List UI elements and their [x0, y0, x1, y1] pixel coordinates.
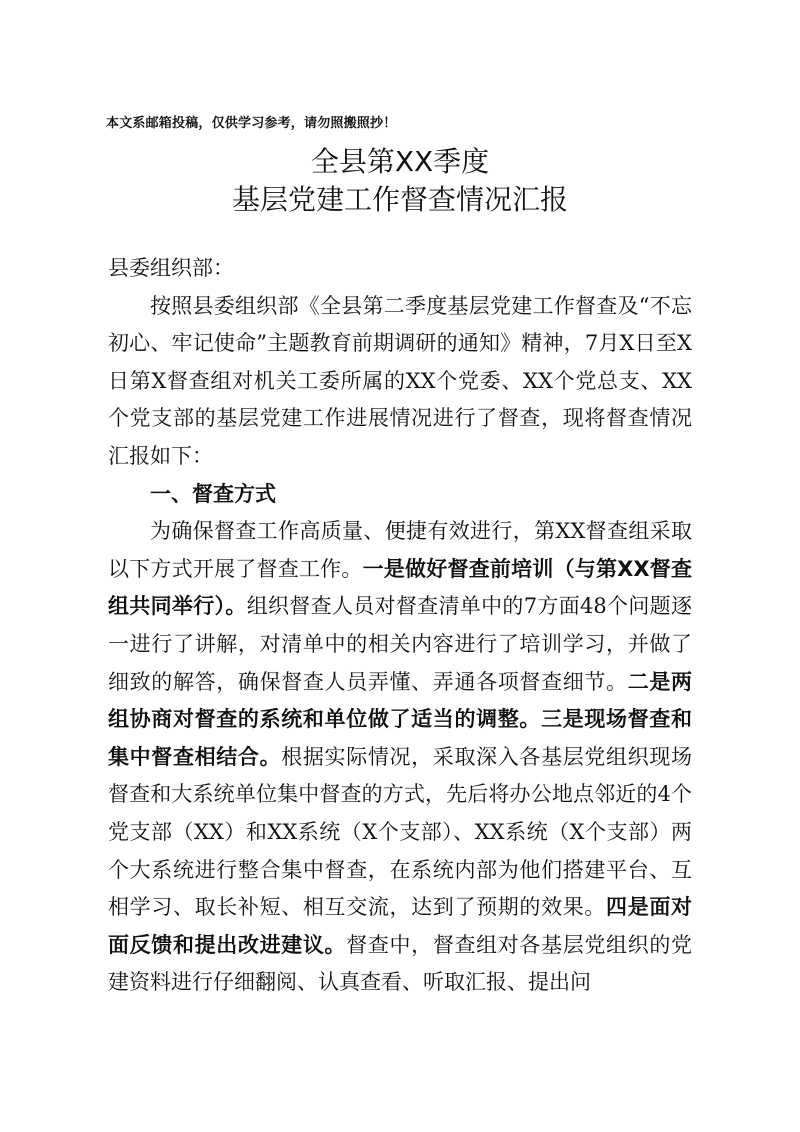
point-two-heading: 二是两组协商对督查的系统和单位做了适当的调整。: [108, 669, 693, 732]
document-title-line-1: 全县第XX季度: [310, 145, 490, 178]
point-one-text: 组织督查人员对督查清单中的7方面48个问题逐一进行了讲解，对清单中的相关内容进行了培训学习，并做了细致的解答，确保督查人员弄懂、弄通各项督查细节。: [108, 594, 692, 694]
point-three-text: 根据实际情况，采取深入各基层党组织现场督查和大系统单位集中督查的方式，先后将办公地点邻近的4个党支部（XX）和XX系统（X个支部）、XX系统（X个支部）两个大系统进行整合集中督查，在系统内部为他们搭建平台、互相学习、取长补短、相互交流，达到了预期的效果。: [108, 744, 693, 920]
method-paragraph: [108, 513, 692, 1002]
intro-paragraph: 按照县委组织部《全县第二季度基层党建工作督查及“不忘初心、牢记使命”主题教育前期调研的通知》精神，7月X日至X日第X督查组对机关工委所属的XX个党委、XX个党总支、XX个党支部的基层党建工作进展情况进行了督查，现将督查情况汇报如下：: [108, 293, 692, 468]
document-title-line-2: 基层党建工作督查情况汇报: [231, 183, 568, 216]
point-four-heading: 四是面对面反馈和提出改进建议。: [108, 895, 693, 957]
section-heading: 一、督查方式: [150, 481, 276, 506]
document-body: [108, 250, 692, 1002]
point-three-heading: 三是现场督查和集中督查相结合。: [108, 707, 693, 769]
salutation: 县委组织部：: [108, 256, 234, 280]
submission-notice: 本文系邮箱投稿，仅供学习参考，请勿照搬照抄！: [106, 116, 397, 131]
point-four-text: 督查中，督查组对各基层党组织的党建资料进行仔细翻阅、认真查看、听取汇报、提出问: [108, 932, 693, 995]
method-intro-text: 为确保督查工作高质量、便捷有效进行，第XX督查组采取以下方式开展了督查工作。: [108, 519, 692, 581]
point-one-heading: 一是做好督查前培训（与第XX督查组共同举行）。: [108, 556, 692, 619]
